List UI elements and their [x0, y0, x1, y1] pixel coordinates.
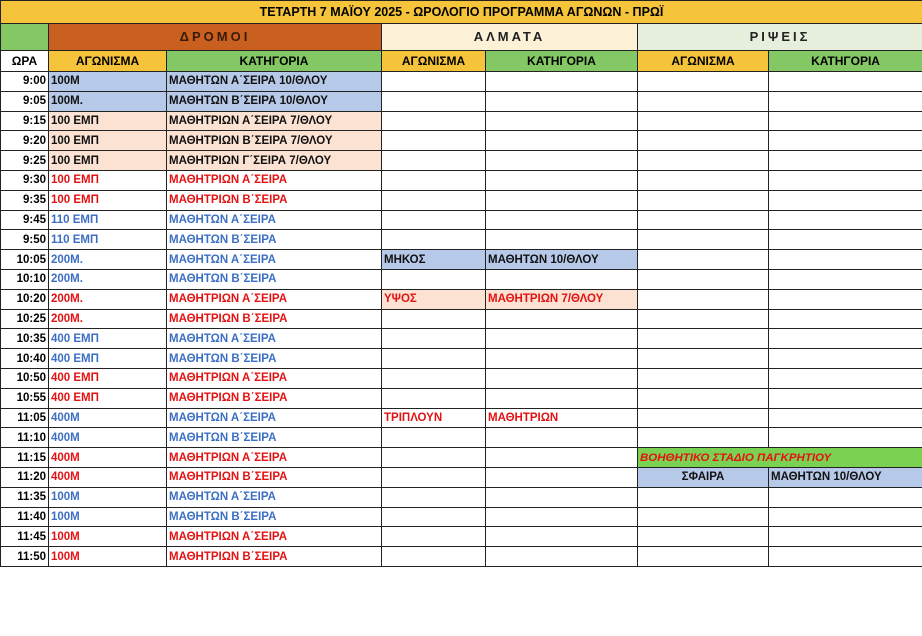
- jump-category-cell: [486, 547, 638, 567]
- jump-category-cell: [486, 269, 638, 289]
- throw-category-cell: ΜΑΘΗΤΩΝ 10/ΘΛΟΥ: [769, 467, 922, 487]
- throw-event-cell: [638, 170, 769, 190]
- jump-category-cell: [486, 151, 638, 171]
- jump-category-cell: [486, 329, 638, 349]
- jump-category-cell: [486, 230, 638, 250]
- jump-event-cell: [382, 349, 486, 369]
- track-category-cell: ΜΑΘΗΤΩΝ Α΄ΣΕΙΡΑ: [167, 210, 382, 230]
- jump-event-cell: [382, 111, 486, 131]
- jump-category-cell: [486, 368, 638, 388]
- jump-category-cell: [486, 111, 638, 131]
- time-cell: 10:35: [1, 329, 49, 349]
- throw-event-cell: [638, 91, 769, 111]
- track-event-cell: 400 ΕΜΠ: [49, 388, 167, 408]
- throw-category-cell: [769, 368, 922, 388]
- table-row: [1, 408, 922, 428]
- throw-category-cell: [769, 329, 922, 349]
- time-cell: 11:05: [1, 408, 49, 428]
- throw-event-cell: [638, 111, 769, 131]
- table-row: [1, 547, 922, 567]
- schedule-body: [1, 72, 922, 567]
- throw-category-cell: [769, 547, 922, 567]
- time-cell: 10:10: [1, 269, 49, 289]
- jump-category-cell: ΜΑΘΗΤΡΙΩΝ 7/ΘΛΟΥ: [486, 289, 638, 309]
- throw-category-cell: [769, 349, 922, 369]
- throw-category-cell: [769, 250, 922, 270]
- throw-event-cell: [638, 428, 769, 448]
- table-row: [1, 91, 922, 111]
- table-row: [1, 428, 922, 448]
- time-cell: 9:30: [1, 170, 49, 190]
- throw-category-cell: [769, 72, 922, 92]
- time-cell: 9:05: [1, 91, 49, 111]
- track-category-cell: ΜΑΘΗΤΡΙΩΝ Β΄ΣΕΙΡΑ: [167, 190, 382, 210]
- jump-event-cell: [382, 448, 486, 468]
- jump-category-cell: [486, 448, 638, 468]
- track-event-cell: 100 ΕΜΠ: [49, 131, 167, 151]
- track-category-cell: ΜΑΘΗΤΩΝ Β΄ΣΕΙΡΑ: [167, 428, 382, 448]
- jump-category-cell: [486, 487, 638, 507]
- jump-category-cell: [486, 170, 638, 190]
- jump-event-cell: [382, 388, 486, 408]
- table-row: [1, 250, 922, 270]
- table-row: [1, 309, 922, 329]
- jump-event-cell: ΤΡΙΠΛΟΥΝ: [382, 408, 486, 428]
- throw-category-cell: [769, 507, 922, 527]
- track-event-cell: 110 ΕΜΠ: [49, 230, 167, 250]
- time-cell: 10:40: [1, 349, 49, 369]
- table-row: [1, 388, 922, 408]
- throw-category-cell: [769, 111, 922, 131]
- jump-category-cell: [486, 131, 638, 151]
- time-cell: 10:20: [1, 289, 49, 309]
- jump-event-cell: ΥΨΟΣ: [382, 289, 486, 309]
- track-category-cell: ΜΑΘΗΤΡΙΩΝ Α΄ΣΕΙΡΑ: [167, 289, 382, 309]
- throw-event-cell: [638, 289, 769, 309]
- throw-category-cell: [769, 428, 922, 448]
- section-track: ΔΡΟΜΟΙ: [49, 24, 382, 51]
- throw-event-cell: [638, 269, 769, 289]
- track-category-cell: ΜΑΘΗΤΡΙΩΝ Β΄ΣΕΙΡΑ: [167, 467, 382, 487]
- time-cell: 9:50: [1, 230, 49, 250]
- time-cell: 10:55: [1, 388, 49, 408]
- table-row: [1, 527, 922, 547]
- throw-event-cell: [638, 230, 769, 250]
- time-cell: 9:35: [1, 190, 49, 210]
- jump-event-cell: [382, 131, 486, 151]
- jump-category-cell: [486, 467, 638, 487]
- jump-category-cell: [486, 507, 638, 527]
- table-row: [1, 467, 922, 487]
- table-row: [1, 507, 922, 527]
- jump-event-cell: [382, 230, 486, 250]
- jump-event-cell: [382, 151, 486, 171]
- throw-event-cell: [638, 210, 769, 230]
- jump-event-cell: [382, 487, 486, 507]
- track-event-cell: 400Μ: [49, 428, 167, 448]
- time-cell: 10:50: [1, 368, 49, 388]
- time-cell: 11:10: [1, 428, 49, 448]
- time-cell: 10:05: [1, 250, 49, 270]
- throw-category-cell: [769, 91, 922, 111]
- time-cell: 9:15: [1, 111, 49, 131]
- track-event-cell: 100Μ: [49, 547, 167, 567]
- track-category-cell: ΜΑΘΗΤΡΙΩΝ Α΄ΣΕΙΡΑ: [167, 448, 382, 468]
- header-time: ΩΡΑ: [1, 51, 49, 72]
- jump-category-cell: ΜΑΘΗΤΩΝ 10/ΘΛΟΥ: [486, 250, 638, 270]
- page-title: ΤΕΤΑΡΤΗ 7 ΜΑΪΟΥ 2025 - ΩΡΟΛΟΓΙΟ ΠΡΟΓΡΑΜΜΑ ΑΓΩΝΩΝ - ΠΡΩΪ: [1, 1, 922, 24]
- time-cell: 11:50: [1, 547, 49, 567]
- track-category-cell: ΜΑΘΗΤΩΝ Α΄ΣΕΙΡΑ: [167, 487, 382, 507]
- throw-event-cell: [638, 527, 769, 547]
- throw-category-cell: [769, 230, 922, 250]
- jump-category-cell: [486, 91, 638, 111]
- throw-category-cell: [769, 170, 922, 190]
- jump-event-cell: [382, 368, 486, 388]
- throw-event-cell: [638, 408, 769, 428]
- time-cell: 11:20: [1, 467, 49, 487]
- table-row: [1, 368, 922, 388]
- track-category-cell: ΜΑΘΗΤΡΙΩΝ Α΄ΣΕΙΡΑ: [167, 368, 382, 388]
- jump-event-cell: [382, 269, 486, 289]
- track-event-cell: 100Μ: [49, 72, 167, 92]
- track-category-cell: ΜΑΘΗΤΩΝ Β΄ΣΕΙΡΑ: [167, 269, 382, 289]
- jump-category-cell: [486, 72, 638, 92]
- track-event-cell: 100Μ: [49, 507, 167, 527]
- track-category-cell: ΜΑΘΗΤΡΙΩΝ Β΄ΣΕΙΡΑ 7/ΘΛΟΥ: [167, 131, 382, 151]
- track-category-cell: ΜΑΘΗΤΩΝ Α΄ΣΕΙΡΑ: [167, 408, 382, 428]
- throw-category-cell: [769, 289, 922, 309]
- track-category-cell: ΜΑΘΗΤΩΝ Β΄ΣΕΙΡΑ: [167, 349, 382, 369]
- throw-category-cell: [769, 151, 922, 171]
- throw-event-cell: [638, 250, 769, 270]
- table-row: [1, 210, 922, 230]
- jump-event-cell: [382, 72, 486, 92]
- throw-event-cell: [638, 329, 769, 349]
- jump-category-cell: [486, 210, 638, 230]
- jump-event-cell: [382, 170, 486, 190]
- jump-category-cell: [486, 309, 638, 329]
- jump-category-cell: [486, 428, 638, 448]
- throw-category-cell: [769, 210, 922, 230]
- table-row: [1, 487, 922, 507]
- table-row: [1, 72, 922, 92]
- track-event-cell: 400 ΕΜΠ: [49, 329, 167, 349]
- throw-category-cell: [769, 269, 922, 289]
- throw-category-cell: [769, 190, 922, 210]
- track-category-cell: ΜΑΘΗΤΩΝ Α΄ΣΕΙΡΑ: [167, 250, 382, 270]
- time-cell: 11:15: [1, 448, 49, 468]
- header-jump-event: ΑΓΩΝΙΣΜΑ: [382, 51, 486, 72]
- time-cell: 9:20: [1, 131, 49, 151]
- track-event-cell: 100 ΕΜΠ: [49, 190, 167, 210]
- throw-event-cell: [638, 388, 769, 408]
- jump-event-cell: [382, 467, 486, 487]
- header-throw-event: ΑΓΩΝΙΣΜΑ: [638, 51, 769, 72]
- time-cell: 9:00: [1, 72, 49, 92]
- track-category-cell: ΜΑΘΗΤΡΙΩΝ Β΄ΣΕΙΡΑ: [167, 309, 382, 329]
- time-cell: 11:45: [1, 527, 49, 547]
- table-row: [1, 190, 922, 210]
- track-event-cell: 100Μ: [49, 487, 167, 507]
- table-row: [1, 230, 922, 250]
- jump-event-cell: ΜΗΚΟΣ: [382, 250, 486, 270]
- track-category-cell: ΜΑΘΗΤΩΝ Β΄ΣΕΙΡΑ: [167, 230, 382, 250]
- throw-event-cell: [638, 131, 769, 151]
- track-event-cell: 400 ΕΜΠ: [49, 349, 167, 369]
- time-cell: 9:25: [1, 151, 49, 171]
- track-event-cell: 200Μ.: [49, 269, 167, 289]
- jump-event-cell: [382, 210, 486, 230]
- throw-event-cell: [638, 547, 769, 567]
- throw-event-cell: [638, 72, 769, 92]
- header-track-event: ΑΓΩΝΙΣΜΑ: [49, 51, 167, 72]
- table-row: [1, 289, 922, 309]
- track-category-cell: ΜΑΘΗΤΩΝ Β΄ΣΕΙΡΑ: [167, 507, 382, 527]
- track-event-cell: 100Μ: [49, 527, 167, 547]
- track-event-cell: 200Μ.: [49, 250, 167, 270]
- track-category-cell: ΜΑΘΗΤΡΙΩΝ Γ΄ΣΕΙΡΑ 7/ΘΛΟΥ: [167, 151, 382, 171]
- table-row: [1, 170, 922, 190]
- table-row: [1, 131, 922, 151]
- track-event-cell: 400Μ: [49, 448, 167, 468]
- throw-category-cell: [769, 408, 922, 428]
- table-row: [1, 151, 922, 171]
- track-event-cell: 110 ΕΜΠ: [49, 210, 167, 230]
- track-category-cell: ΜΑΘΗΤΩΝ Β΄ΣΕΙΡΑ 10/ΘΛΟΥ: [167, 91, 382, 111]
- jump-event-cell: [382, 527, 486, 547]
- throw-event-cell: [638, 309, 769, 329]
- time-cell: 9:45: [1, 210, 49, 230]
- track-event-cell: 400 ΕΜΠ: [49, 368, 167, 388]
- track-category-cell: ΜΑΘΗΤΩΝ Α΄ΣΕΙΡΑ: [167, 329, 382, 349]
- track-event-cell: 100 ΕΜΠ: [49, 170, 167, 190]
- throw-venue-note: ΒΟΗΘΗΤΙΚΟ ΣΤΑΔΙΟ ΠΑΓΚΡΗΤΙΟΥ: [638, 448, 922, 468]
- throw-event-cell: ΣΦΑΙΡΑ: [638, 467, 769, 487]
- jump-category-cell: ΜΑΘΗΤΡΙΩΝ: [486, 408, 638, 428]
- section-throws: ΡΙΨΕΙΣ: [638, 24, 922, 51]
- jump-event-cell: [382, 329, 486, 349]
- table-row: [1, 329, 922, 349]
- throw-event-cell: [638, 349, 769, 369]
- jump-event-cell: [382, 547, 486, 567]
- jump-event-cell: [382, 428, 486, 448]
- time-cell: 10:25: [1, 309, 49, 329]
- throw-category-cell: [769, 487, 922, 507]
- header-throw-category: ΚΑΤΗΓΟΡΙΑ: [769, 51, 922, 72]
- track-category-cell: ΜΑΘΗΤΩΝ Α΄ΣΕΙΡΑ 10/ΘΛΟΥ: [167, 72, 382, 92]
- jump-event-cell: [382, 309, 486, 329]
- table-row: [1, 111, 922, 131]
- jump-category-cell: [486, 388, 638, 408]
- throw-category-cell: [769, 131, 922, 151]
- throw-event-cell: [638, 507, 769, 527]
- jump-category-cell: [486, 527, 638, 547]
- section-jumps: ΑΛΜΑΤΑ: [382, 24, 638, 51]
- time-cell: 11:35: [1, 487, 49, 507]
- throw-category-cell: [769, 309, 922, 329]
- track-category-cell: ΜΑΘΗΤΡΙΩΝ Β΄ΣΕΙΡΑ: [167, 547, 382, 567]
- table-row: [1, 269, 922, 289]
- throw-category-cell: [769, 527, 922, 547]
- jump-event-cell: [382, 91, 486, 111]
- track-event-cell: 100Μ.: [49, 91, 167, 111]
- throw-event-cell: [638, 151, 769, 171]
- table-row: [1, 349, 922, 369]
- jump-category-cell: [486, 190, 638, 210]
- throw-event-cell: [638, 487, 769, 507]
- header-track-category: ΚΑΤΗΓΟΡΙΑ: [167, 51, 382, 72]
- track-event-cell: 400Μ: [49, 467, 167, 487]
- jump-category-cell: [486, 349, 638, 369]
- track-category-cell: ΜΑΘΗΤΡΙΩΝ Α΄ΣΕΙΡΑ: [167, 527, 382, 547]
- section-corner: [1, 24, 49, 51]
- throw-event-cell: [638, 368, 769, 388]
- throw-category-cell: [769, 388, 922, 408]
- track-event-cell: 100 ΕΜΠ: [49, 151, 167, 171]
- track-event-cell: 400Μ: [49, 408, 167, 428]
- track-event-cell: 200Μ.: [49, 309, 167, 329]
- track-category-cell: ΜΑΘΗΤΡΙΩΝ Α΄ΣΕΙΡΑ: [167, 170, 382, 190]
- throw-event-cell: [638, 190, 769, 210]
- track-event-cell: 100 ΕΜΠ: [49, 111, 167, 131]
- jump-event-cell: [382, 190, 486, 210]
- header-jump-category: ΚΑΤΗΓΟΡΙΑ: [486, 51, 638, 72]
- jump-event-cell: [382, 507, 486, 527]
- time-cell: 11:40: [1, 507, 49, 527]
- track-category-cell: ΜΑΘΗΤΡΙΩΝ Α΄ΣΕΙΡΑ 7/ΘΛΟΥ: [167, 111, 382, 131]
- table-row: [1, 448, 922, 468]
- track-category-cell: ΜΑΘΗΤΡΙΩΝ Β΄ΣΕΙΡΑ: [167, 388, 382, 408]
- track-event-cell: 200Μ.: [49, 289, 167, 309]
